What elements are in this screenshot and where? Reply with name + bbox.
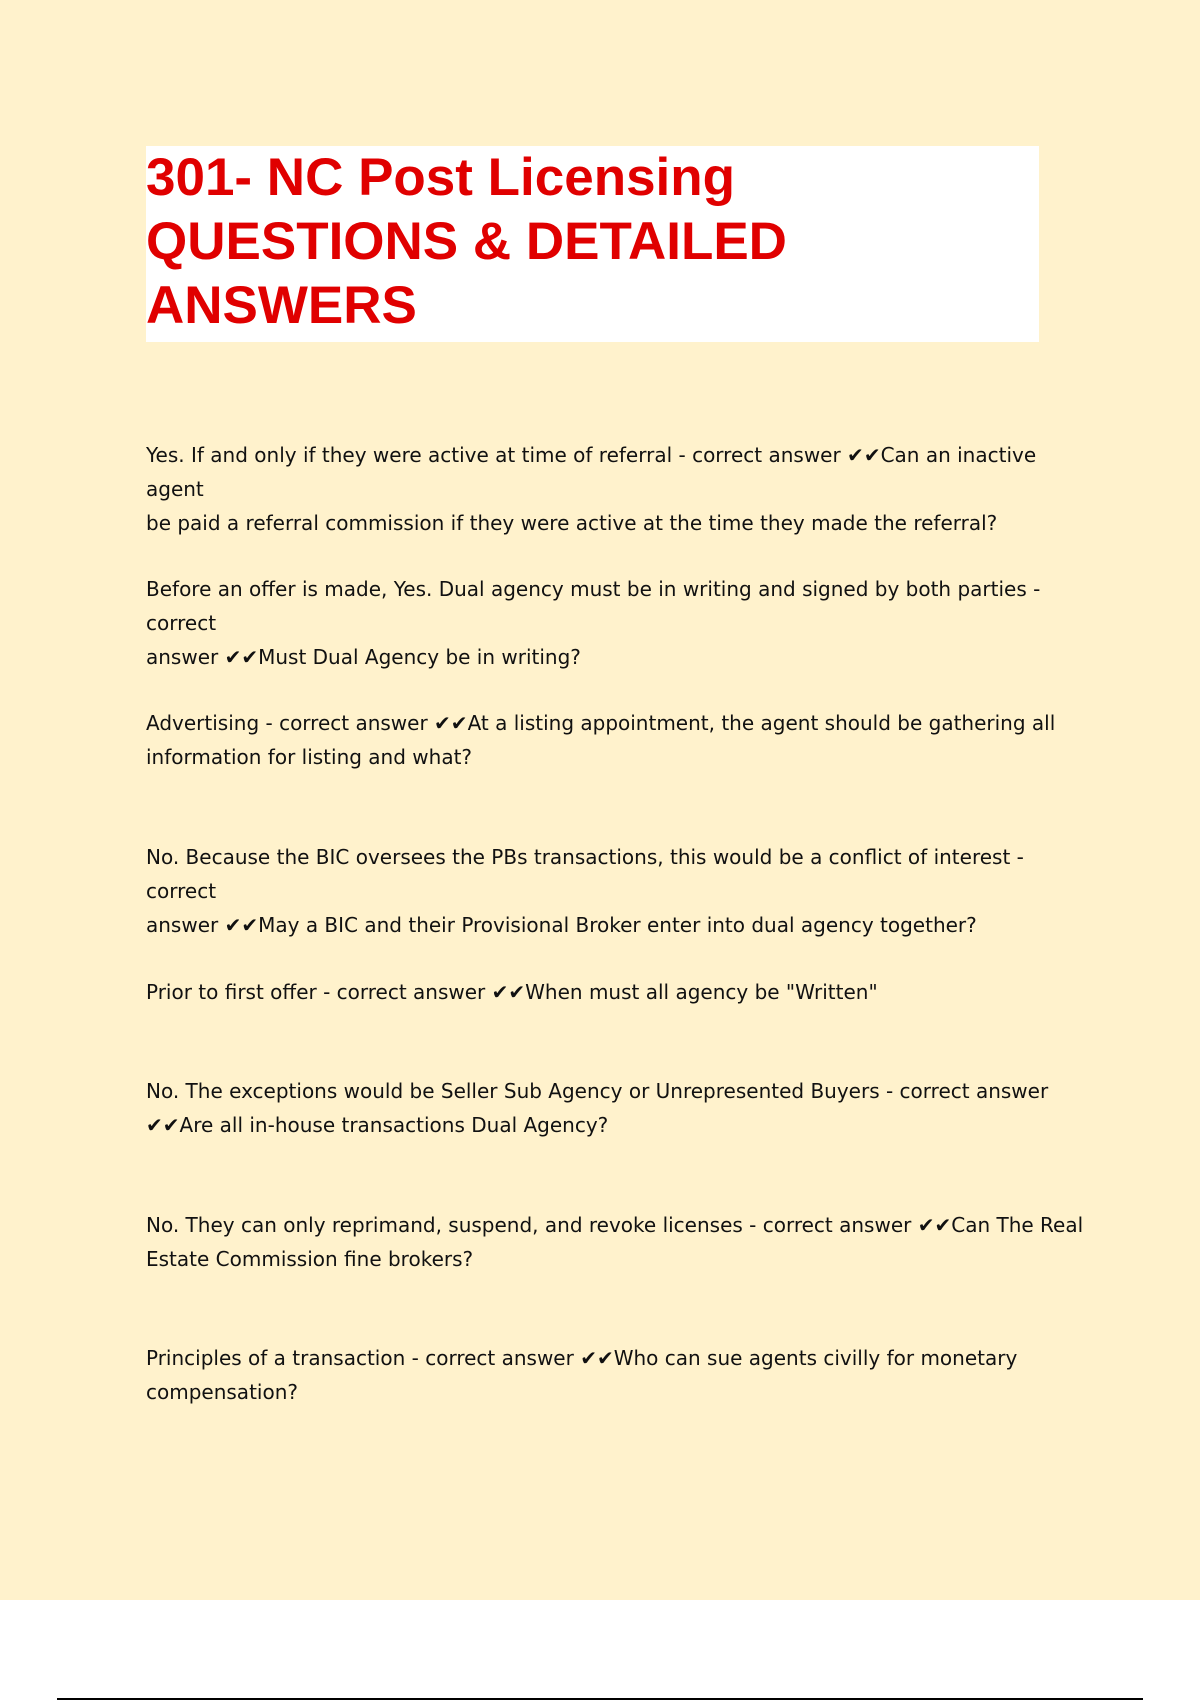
- qa-item-1: [146, 438, 1086, 540]
- qa-line: Yes. If and only if they were active at time of referral - correct answer ✔✔Can an inactive agent: [146, 443, 1037, 501]
- qa-line: information for listing and what?: [146, 745, 473, 769]
- qa-line: answer ✔✔May a BIC and their Provisional Broker enter into dual agency together?: [146, 913, 977, 937]
- qa-line: Before an offer is made, Yes. Dual agency must be in writing and signed by both parties - correct: [146, 577, 1041, 635]
- qa-item-7: [146, 1208, 1086, 1276]
- qa-item-3: [146, 706, 1086, 774]
- qa-line: ✔✔Are all in-house transactions Dual Agency?: [146, 1113, 609, 1137]
- qa-item-5: [146, 975, 1086, 1009]
- qa-item-6: [146, 1074, 1086, 1142]
- qa-line: compensation?: [146, 1380, 298, 1404]
- qa-line: Principles of a transaction - correct answer ✔✔Who can sue agents civilly for monetary: [146, 1346, 1018, 1370]
- title-line-2: QUESTIONS & DETAILED: [146, 212, 787, 271]
- qa-line: No. Because the BIC oversees the PBs transactions, this would be a conflict of interest - correct: [146, 845, 1024, 903]
- qa-line: No. The exceptions would be Seller Sub Agency or Unrepresented Buyers - correct answer: [146, 1079, 1049, 1103]
- qa-line: Estate Commission fine brokers?: [146, 1247, 474, 1271]
- qa-item-8: [146, 1341, 1086, 1409]
- qa-line: No. They can only reprimand, suspend, and revoke licenses - correct answer ✔✔Can The Real: [146, 1213, 1084, 1237]
- title-box: [146, 146, 1039, 342]
- qa-item-4: [146, 840, 1086, 942]
- qa-line: be paid a referral commission if they were active at the time they made the referral?: [146, 511, 998, 535]
- qa-line: answer ✔✔Must Dual Agency be in writing?: [146, 645, 581, 669]
- qa-item-2: [146, 572, 1086, 674]
- document-title: [146, 146, 1039, 338]
- title-line-3: ANSWERS: [146, 276, 417, 335]
- qa-line: Prior to first offer - correct answer ✔✔When must all agency be "Written": [146, 980, 878, 1004]
- qa-line: Advertising - correct answer ✔✔At a listing appointment, the agent should be gathering all: [146, 711, 1056, 735]
- title-line-1: 301- NC Post Licensing: [146, 148, 736, 207]
